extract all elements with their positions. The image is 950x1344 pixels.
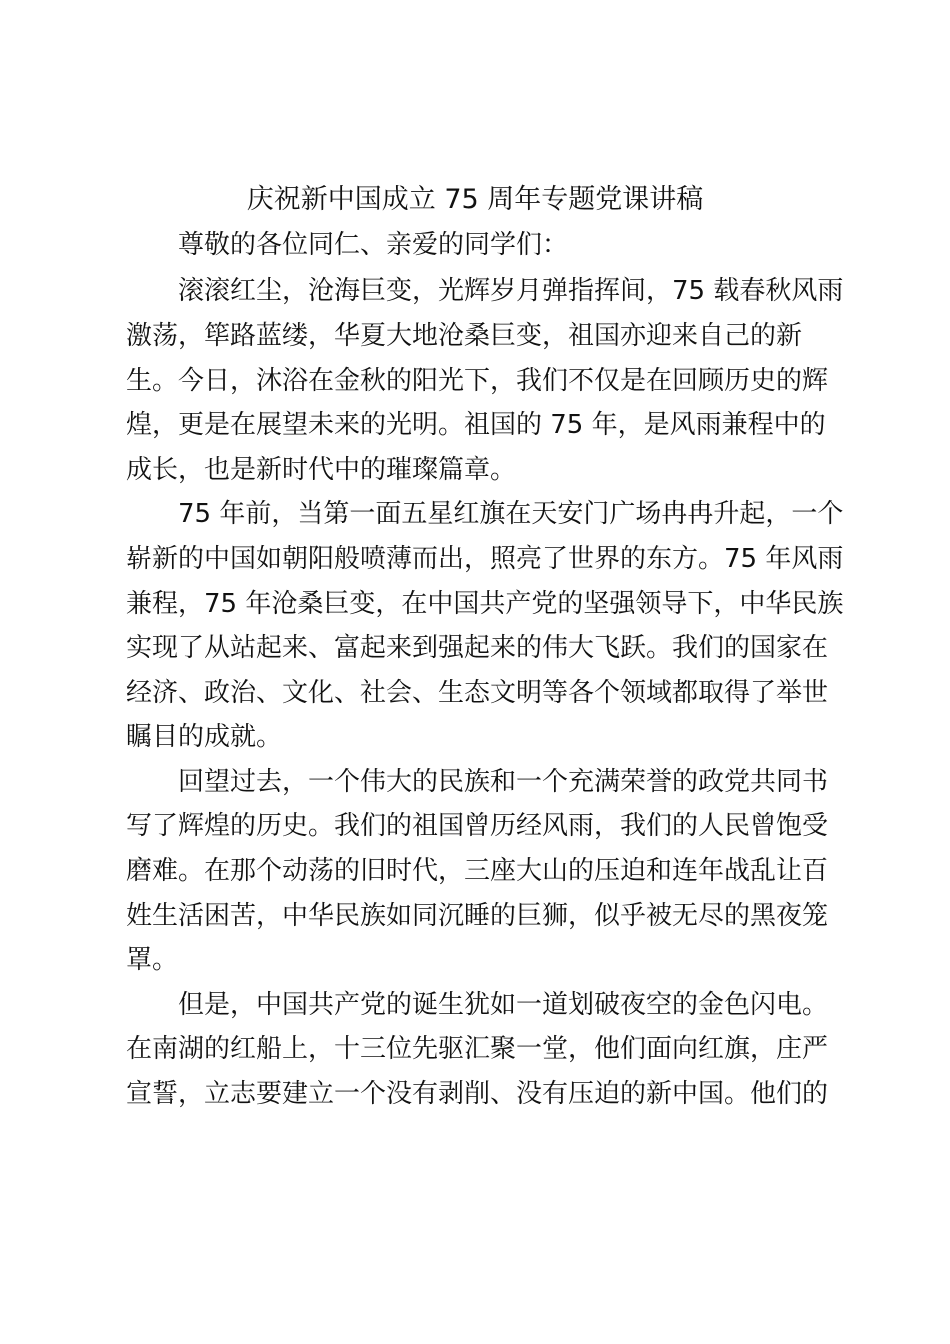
paragraph-2-line-4: 实现了从站起来、富起来到强起来的伟大飞跃。我们的国家在 — [126, 633, 829, 663]
salutation-line: 尊敬的各位同仁、亲爱的同学们： — [178, 230, 569, 260]
paragraph-3-line-2: 写了辉煌的历史。我们的祖国曾历经风雨，我们的人民曾饱受 — [126, 811, 829, 841]
paragraph-1-line-5: 成长，也是新时代中的璀璨篇章。 — [126, 455, 517, 485]
paragraph-1-line-1: 滚滚红尘，沧海巨变，光辉岁月弹指挥间，75 载春秋风雨 — [178, 276, 844, 306]
paragraph-4-line-1: 但是，中国共产党的诞生犹如一道划破夜空的金色闪电。 — [178, 990, 829, 1020]
paragraph-2-line-1: 75 年前，当第一面五星红旗在天安门广场冉冉升起，一个 — [178, 499, 844, 529]
paragraph-3-line-3: 磨难。在那个动荡的旧时代，三座大山的压迫和连年战乱让百 — [126, 856, 829, 886]
paragraph-4-line-3: 宣誓，立志要建立一个没有剥削、没有压迫的新中国。他们的 — [126, 1079, 829, 1109]
paragraph-2-line-6: 瞩目的成就。 — [126, 722, 283, 752]
paragraph-3-line-5: 罩。 — [126, 945, 179, 975]
paragraph-2-line-3: 兼程，75 年沧桑巨变，在中国共产党的坚强领导下，中华民族 — [126, 589, 844, 619]
document-title: 庆祝新中国成立 75 周年专题党课讲稿 — [246, 184, 704, 215]
paragraph-1-line-3: 生。今日，沐浴在金秋的阳光下，我们不仅是在回顾历史的辉 — [126, 366, 829, 396]
paragraph-1-line-2: 激荡，筚路蓝缕，华夏大地沧桑巨变，祖国亦迎来自己的新 — [126, 321, 803, 351]
paragraph-2-line-5: 经济、政治、文化、社会、生态文明等各个领域都取得了举世 — [126, 678, 829, 708]
paragraph-1-line-4: 煌，更是在展望未来的光明。祖国的 75 年，是风雨兼程中的 — [126, 410, 826, 440]
paragraph-3-line-4: 姓生活困苦，中华民族如同沉睡的巨狮，似乎被无尽的黑夜笼 — [126, 901, 829, 931]
paragraph-4-line-2: 在南湖的红船上，十三位先驱汇聚一堂，他们面向红旗，庄严 — [126, 1034, 829, 1064]
paragraph-2-line-2: 崭新的中国如朝阳般喷薄而出，照亮了世界的东方。75 年风雨 — [126, 544, 844, 574]
paragraph-3-line-1: 回望过去，一个伟大的民族和一个充满荣誉的政党共同书 — [178, 767, 829, 797]
